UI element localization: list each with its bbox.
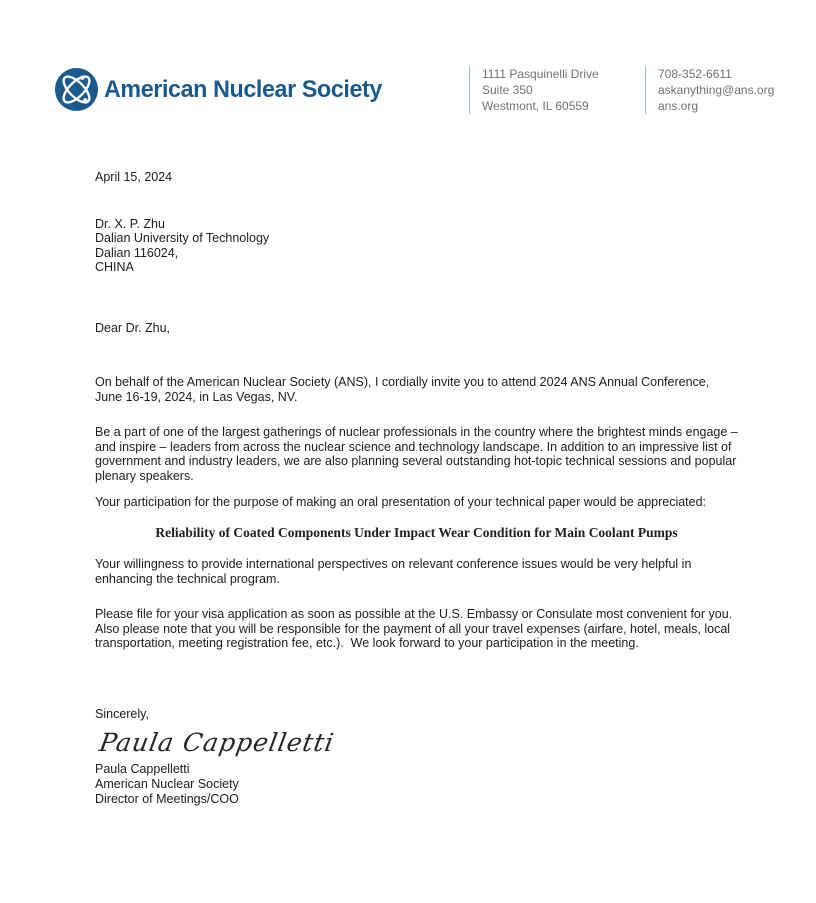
paragraph-invitation: On behalf of the American Nuclear Society (ANS), I cordially invite you to attend 2024 ANS Annual Conference, June 16-19, 2024, in Las Vegas, NV. (95, 375, 713, 404)
signer-name: Paula Cappelletti (95, 762, 190, 776)
recipient-address (95, 217, 738, 275)
paragraph-participation: Your participation for the purpose of making an oral presentation of your technical paper would be appreciated: (95, 495, 707, 509)
address-line: 1111 Pasquinelli Drive (482, 67, 599, 81)
recipient-institution: Dalian University of Technology (95, 231, 270, 245)
letterhead-contact (469, 66, 816, 114)
recipient-name: Dr. X. P. Zhu (95, 216, 165, 231)
paragraph-conference-description: Be a part of one of the largest gatherings of nuclear professionals in the country where the brightest minds engage – and inspire – leaders from across the nuclear science and technology landscape. In addition to an impressive list of government and industry leaders, we are also planning several outstanding hot-topic technical sessions and popular plenary speakers. (95, 425, 742, 483)
brand (53, 66, 391, 113)
handwritten-signature: Paula Cappelletti (97, 728, 337, 757)
recipient-city: Dalian 116024, (95, 245, 179, 260)
letterhead (0, 0, 816, 140)
address-line: Suite 350 (482, 83, 533, 97)
paragraph-visa: Please file for your visa application as soon as possible at the U.S. Embassy or Consulate most convenient for you. Also please note that you will be responsible for the payment of all your travel expenses (airfare, hotel, meals, local transportation, meeting registration fee, etc.). We look forward to your participation in the meeting. (95, 607, 739, 650)
address-block (469, 66, 612, 114)
website-url: ans.org (658, 99, 699, 113)
org-name: American Nuclear Society (104, 75, 382, 103)
signer-block (95, 762, 738, 807)
salutation: Dear Dr. Zhu, (95, 320, 171, 335)
address-line: Westmont, IL 60559 (482, 99, 589, 113)
phone-number: 708-352-6611 (658, 67, 732, 81)
signer-title: Director of Meetings/COO (95, 792, 239, 806)
email-address: askanything@ans.org (658, 83, 775, 97)
signer-org: American Nuclear Society (95, 777, 239, 791)
letter-date: April 15, 2024 (95, 170, 173, 184)
recipient-country: CHINA (95, 260, 134, 274)
paragraph-perspectives: Your willingness to provide international perspectives on relevant conference issues would be very helpful in enhancing the technical program. (95, 557, 695, 586)
closing: Sincerely, (95, 706, 149, 721)
paper-title: Reliability of Coated Components Under Impact Wear Condition for Main Coolant Pumps (155, 524, 678, 540)
letter-body (95, 170, 742, 807)
contact-block (645, 66, 788, 114)
ans-atom-logo-icon (53, 66, 100, 113)
